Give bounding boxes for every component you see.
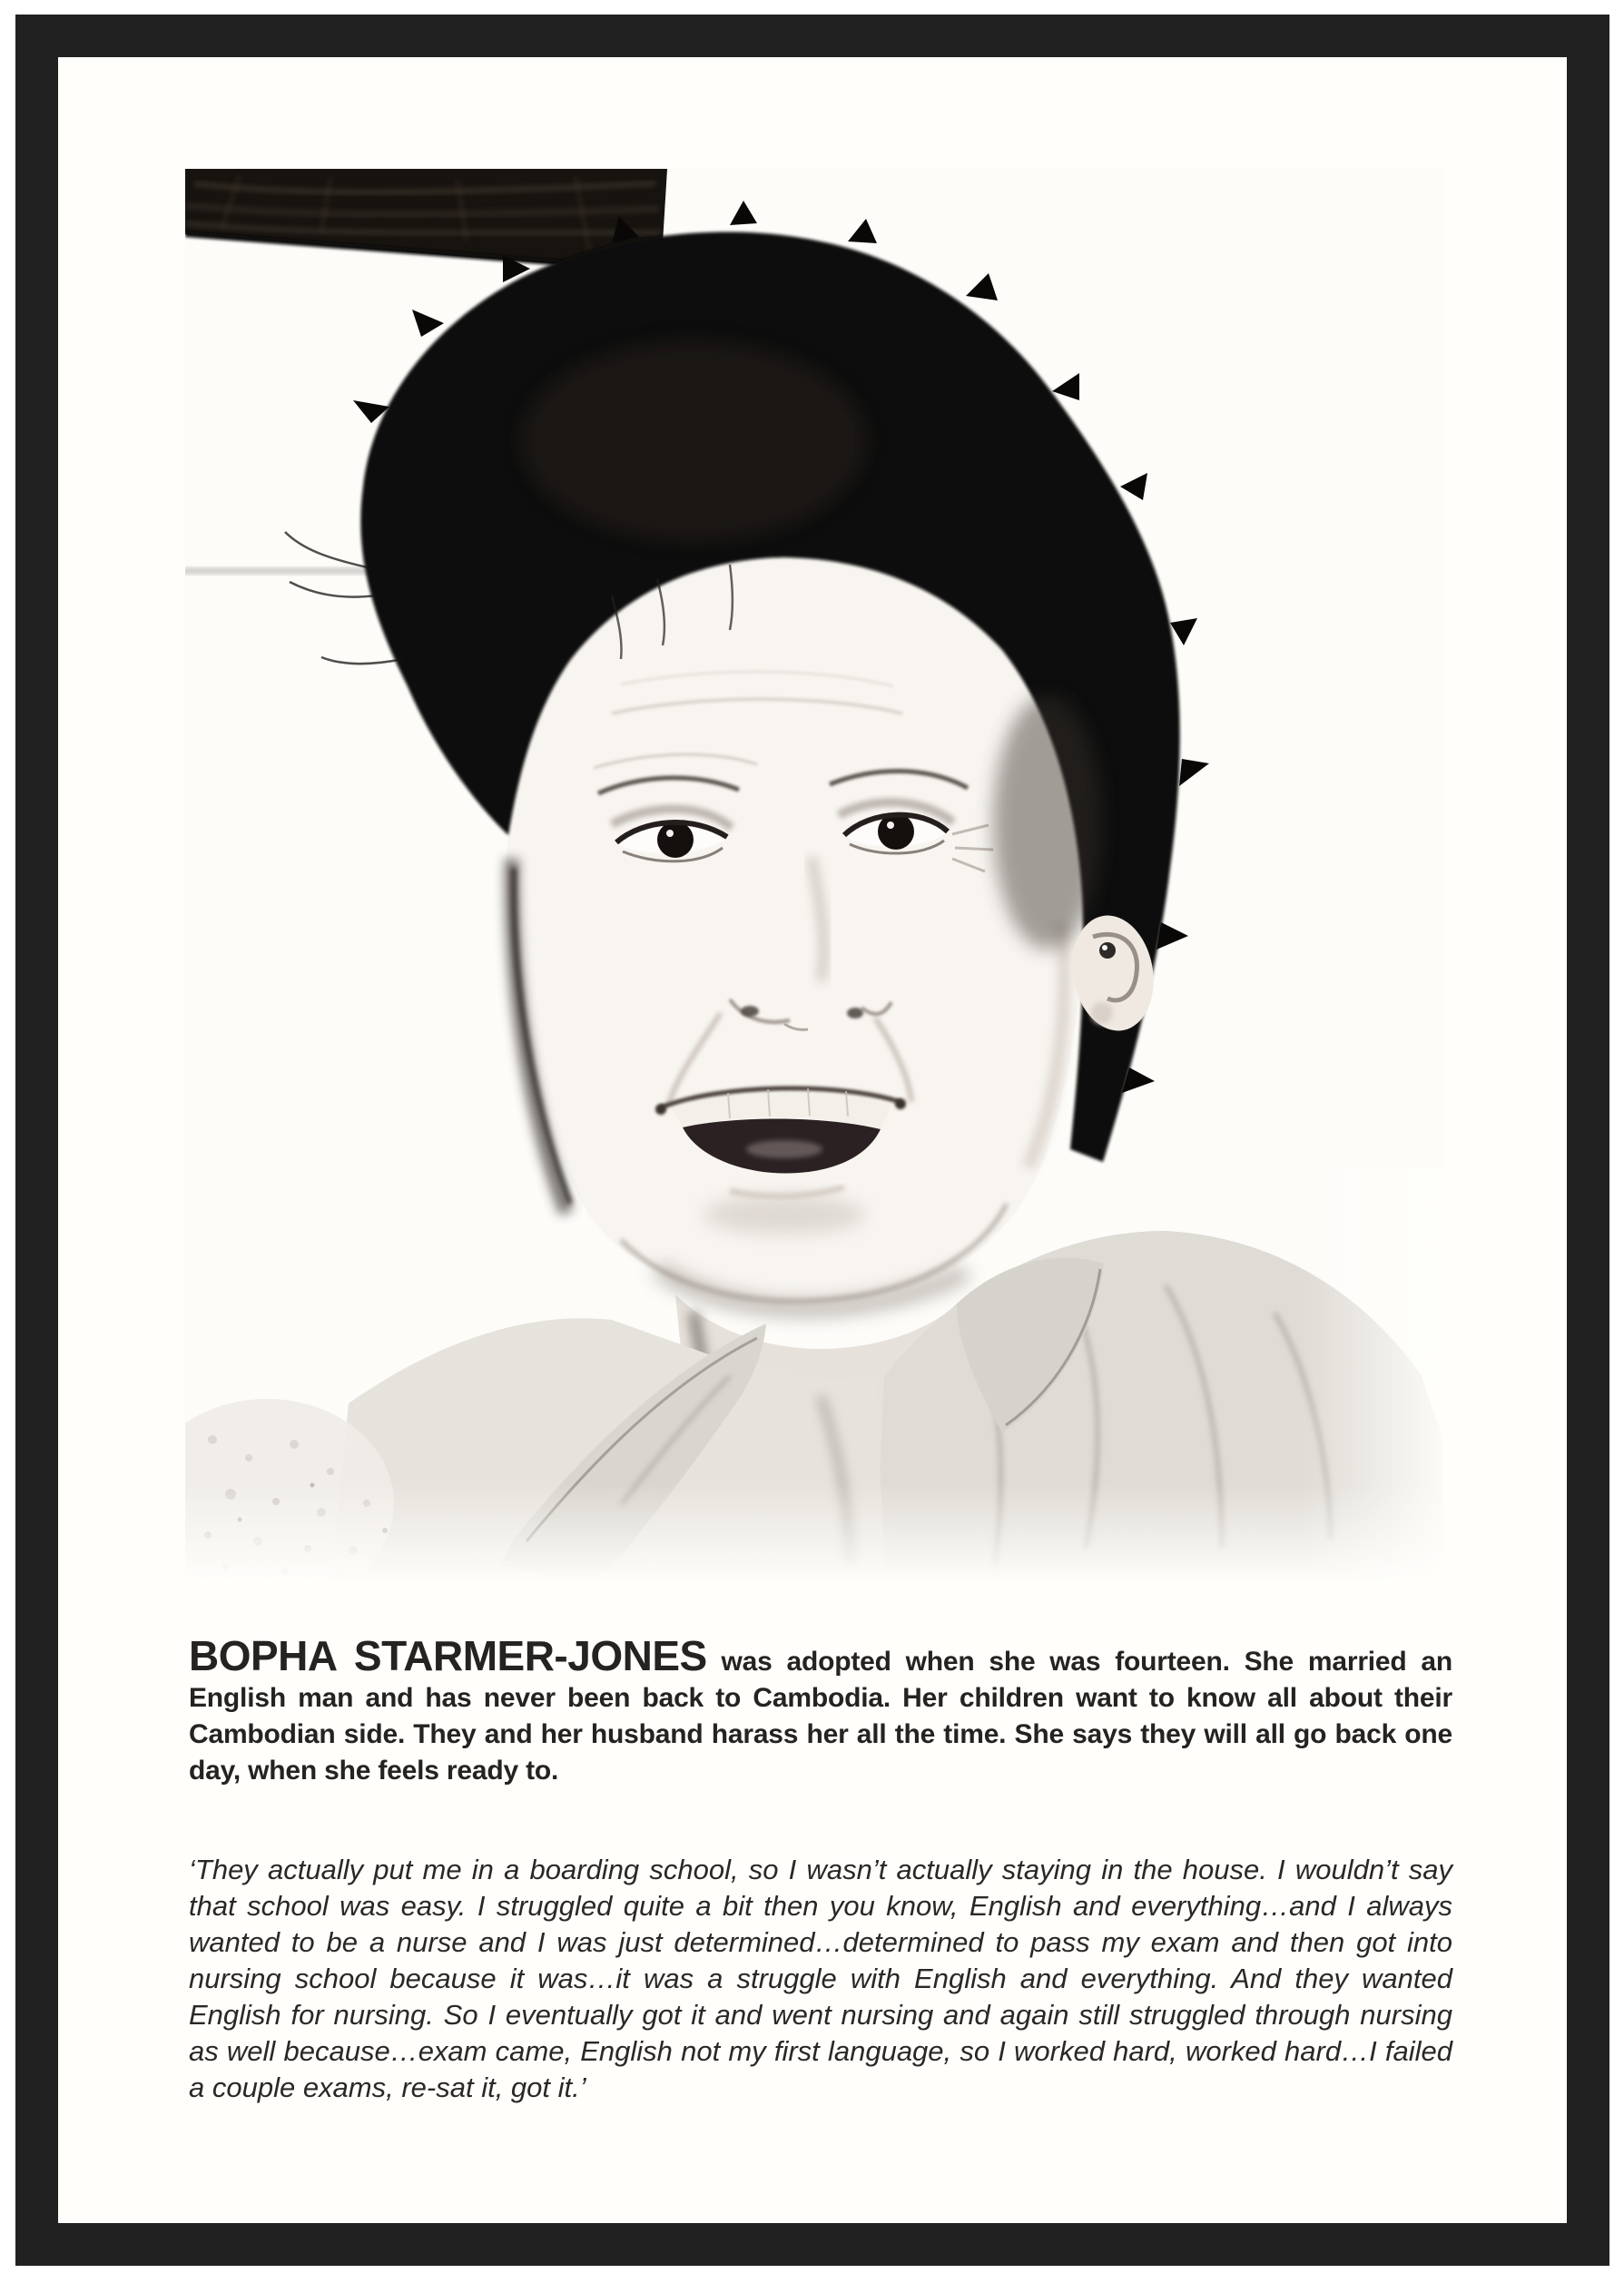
photo-bottom-fade [185, 1483, 1443, 1584]
portrait-photo [185, 169, 1443, 1584]
photo-right-fade [1302, 1167, 1443, 1584]
face [506, 557, 1082, 1302]
quote-paragraph: ‘They actually put me in a boarding school, so I wasn’t actually staying in the house. I wouldn’t say that school was easy. I struggled quite a bit then you know, English and everything…and I always wanted to be a nurse and I was just determined…determined to pass my exam and then got into nursing school because it was…it was a struggle with English and everything. And they wanted English for nursing. So I eventually got it and went nursing and again still struggled through nursing as well because…exam came, English not my first language, so I worked hard, worked hard…I failed a couple exams, re-sat it, got it.’ [189, 1854, 1452, 2103]
background-wall-line [185, 568, 390, 574]
person-name: BOPHA STARMER-JONES [189, 1632, 707, 1679]
stud-earring [1099, 942, 1116, 959]
caption-paragraph [189, 1632, 1452, 1789]
caption-text: was adopted when she was fourteen. She married an English man and has never been back to Cambodia. Her children want to know all about their Cambodian side. They and her husband harass her all the time. She says they will all go back one day, when she feels ready to. [189, 1647, 1452, 1786]
